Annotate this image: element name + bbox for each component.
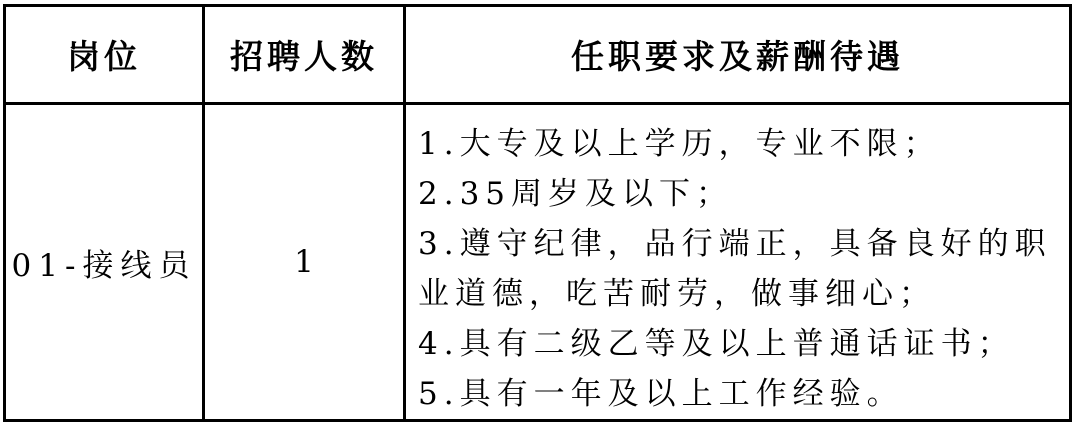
- cell-headcount: 1: [204, 104, 405, 421]
- cell-requirements: [405, 104, 1071, 421]
- cell-position: 01-接线员: [5, 104, 204, 421]
- recruitment-table: [3, 4, 1072, 422]
- requirement-item-2: 2.35周岁及以下；: [418, 176, 734, 212]
- requirement-item-1: 1.大专及以上学历，专业不限；: [418, 126, 941, 162]
- requirement-item-3: 3.遵守纪律，品行端正，具备良好的职业道德，吃苦耐劳，做事细心；: [418, 226, 1052, 312]
- table-header-row: [5, 6, 1071, 104]
- requirement-item-5: 5.具有一年及以上工作经验。: [418, 376, 904, 412]
- requirement-item-4: 4.具有二级乙等及以上普通话证书；: [418, 326, 1015, 362]
- header-headcount: 招聘人数: [204, 6, 405, 104]
- table-row: [5, 104, 1071, 421]
- header-requirements: 任职要求及薪酬待遇: [405, 6, 1071, 104]
- header-position: 岗位: [5, 6, 204, 104]
